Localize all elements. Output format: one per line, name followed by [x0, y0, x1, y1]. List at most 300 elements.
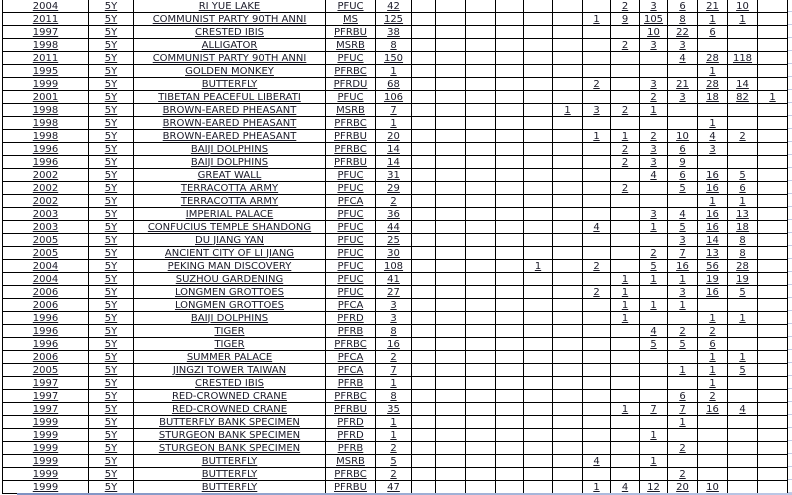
cell-c13[interactable]: [758, 65, 788, 78]
cell-c10[interactable]: 6: [668, 143, 698, 156]
cell-c11[interactable]: 2: [698, 390, 728, 403]
cell-c12[interactable]: [728, 338, 758, 351]
cell-year[interactable]: 1998: [3, 117, 89, 130]
cell-c3[interactable]: [466, 182, 496, 195]
cell-c6[interactable]: [553, 156, 583, 169]
cell-c11[interactable]: [698, 299, 728, 312]
cell-c2[interactable]: [436, 351, 466, 364]
cell-term[interactable]: 5Y: [89, 117, 134, 130]
cell-code[interactable]: PFCA: [326, 364, 376, 377]
cell-c3[interactable]: [466, 13, 496, 26]
cell-total[interactable]: 41: [376, 273, 412, 286]
cell-term[interactable]: 5Y: [89, 104, 134, 117]
cell-code[interactable]: PFRBU: [326, 156, 376, 169]
cell-c5[interactable]: [524, 273, 553, 286]
cell-c10[interactable]: [668, 117, 698, 130]
cell-total[interactable]: 29: [376, 182, 412, 195]
cell-c8[interactable]: [611, 351, 640, 364]
cell-c3[interactable]: [466, 351, 496, 364]
cell-c5[interactable]: [524, 52, 553, 65]
cell-c8[interactable]: 2: [611, 143, 640, 156]
cell-c9[interactable]: 3: [640, 208, 668, 221]
cell-c2[interactable]: [436, 130, 466, 143]
cell-c10[interactable]: 10: [668, 130, 698, 143]
cell-c1[interactable]: [412, 260, 436, 273]
cell-c9[interactable]: 1: [640, 221, 668, 234]
cell-c3[interactable]: [466, 91, 496, 104]
cell-c9[interactable]: [640, 286, 668, 299]
cell-c6[interactable]: [553, 325, 583, 338]
cell-c7[interactable]: [583, 247, 611, 260]
cell-c9[interactable]: [640, 364, 668, 377]
cell-c6[interactable]: [553, 442, 583, 455]
cell-c7[interactable]: 1: [583, 130, 611, 143]
cell-c7[interactable]: [583, 91, 611, 104]
cell-c12[interactable]: 5: [728, 169, 758, 182]
cell-c9[interactable]: 10: [640, 26, 668, 39]
cell-c5[interactable]: [524, 65, 553, 78]
cell-c10[interactable]: 6: [668, 169, 698, 182]
cell-name[interactable]: ANCIENT CITY OF LI JIANG: [134, 247, 326, 260]
cell-c12[interactable]: [728, 104, 758, 117]
cell-c1[interactable]: [412, 273, 436, 286]
cell-c2[interactable]: [436, 39, 466, 52]
cell-c2[interactable]: [436, 403, 466, 416]
cell-code[interactable]: MSRB: [326, 104, 376, 117]
cell-c8[interactable]: [611, 234, 640, 247]
cell-c13[interactable]: [758, 416, 788, 429]
cell-c8[interactable]: 1: [611, 130, 640, 143]
cell-year[interactable]: 1997: [3, 403, 89, 416]
cell-c11[interactable]: [698, 416, 728, 429]
cell-term[interactable]: 5Y: [89, 481, 134, 494]
cell-c8[interactable]: 2: [611, 104, 640, 117]
cell-c3[interactable]: [466, 117, 496, 130]
cell-name[interactable]: TERRACOTTA ARMY: [134, 195, 326, 208]
cell-name[interactable]: PEKING MAN DISCOVERY: [134, 260, 326, 273]
cell-c5[interactable]: [524, 221, 553, 234]
cell-c6[interactable]: 1: [553, 104, 583, 117]
cell-c2[interactable]: [436, 429, 466, 442]
cell-c3[interactable]: [466, 208, 496, 221]
cell-c10[interactable]: 7: [668, 403, 698, 416]
cell-c8[interactable]: [611, 117, 640, 130]
cell-c11[interactable]: 1: [698, 13, 728, 26]
cell-c6[interactable]: [553, 130, 583, 143]
cell-name[interactable]: BUTTERFLY: [134, 481, 326, 494]
cell-total[interactable]: 27: [376, 286, 412, 299]
cell-total[interactable]: 2: [376, 468, 412, 481]
cell-c3[interactable]: [466, 455, 496, 468]
cell-c4[interactable]: [496, 221, 524, 234]
cell-code[interactable]: PFUC: [326, 286, 376, 299]
cell-c7[interactable]: [583, 169, 611, 182]
cell-c5[interactable]: [524, 143, 553, 156]
cell-c10[interactable]: 4: [668, 52, 698, 65]
cell-c3[interactable]: [466, 78, 496, 91]
cell-name[interactable]: ALLIGATOR: [134, 39, 326, 52]
cell-name[interactable]: BUTTERFLY: [134, 78, 326, 91]
cell-c11[interactable]: 28: [698, 52, 728, 65]
cell-c4[interactable]: [496, 325, 524, 338]
cell-name[interactable]: GOLDEN MONKEY: [134, 65, 326, 78]
cell-c9[interactable]: 105: [640, 13, 668, 26]
cell-c11[interactable]: 1: [698, 377, 728, 390]
cell-c7[interactable]: [583, 403, 611, 416]
cell-total[interactable]: 3: [376, 312, 412, 325]
cell-c10[interactable]: [668, 455, 698, 468]
cell-c5[interactable]: [524, 195, 553, 208]
cell-term[interactable]: 5Y: [89, 325, 134, 338]
cell-c7[interactable]: [583, 312, 611, 325]
cell-c12[interactable]: 2: [728, 130, 758, 143]
cell-year[interactable]: 1999: [3, 78, 89, 91]
cell-c5[interactable]: [524, 130, 553, 143]
cell-name[interactable]: BAIJI DOLPHINS: [134, 312, 326, 325]
cell-c4[interactable]: [496, 91, 524, 104]
cell-name[interactable]: BROWN-EARED PHEASANT: [134, 130, 326, 143]
cell-c8[interactable]: [611, 377, 640, 390]
cell-c10[interactable]: 1: [668, 364, 698, 377]
cell-c8[interactable]: [611, 221, 640, 234]
cell-c4[interactable]: [496, 338, 524, 351]
cell-year[interactable]: 2006: [3, 299, 89, 312]
cell-c13[interactable]: [758, 39, 788, 52]
cell-c5[interactable]: [524, 468, 553, 481]
cell-term[interactable]: 5Y: [89, 312, 134, 325]
cell-c11[interactable]: 3: [698, 143, 728, 156]
cell-c3[interactable]: [466, 143, 496, 156]
cell-c4[interactable]: [496, 52, 524, 65]
cell-term[interactable]: 5Y: [89, 221, 134, 234]
cell-total[interactable]: 1: [376, 65, 412, 78]
cell-code[interactable]: PFCA: [326, 195, 376, 208]
cell-term[interactable]: 5Y: [89, 156, 134, 169]
cell-c7[interactable]: [583, 143, 611, 156]
cell-c12[interactable]: [728, 468, 758, 481]
cell-term[interactable]: 5Y: [89, 39, 134, 52]
cell-c13[interactable]: [758, 325, 788, 338]
cell-c13[interactable]: [758, 182, 788, 195]
cell-name[interactable]: BROWN-EARED PHEASANT: [134, 104, 326, 117]
cell-c5[interactable]: [524, 325, 553, 338]
cell-c2[interactable]: [436, 78, 466, 91]
cell-c6[interactable]: [553, 286, 583, 299]
cell-total[interactable]: 2: [376, 195, 412, 208]
cell-c1[interactable]: [412, 403, 436, 416]
cell-c6[interactable]: [553, 78, 583, 91]
cell-c5[interactable]: [524, 104, 553, 117]
cell-c8[interactable]: [611, 442, 640, 455]
cell-c9[interactable]: [640, 468, 668, 481]
cell-c13[interactable]: [758, 377, 788, 390]
cell-c6[interactable]: [553, 312, 583, 325]
cell-c6[interactable]: [553, 377, 583, 390]
cell-total[interactable]: 35: [376, 403, 412, 416]
cell-c9[interactable]: 3: [640, 0, 668, 13]
cell-name[interactable]: CRESTED IBIS: [134, 377, 326, 390]
cell-c3[interactable]: [466, 169, 496, 182]
cell-c8[interactable]: [611, 468, 640, 481]
cell-c6[interactable]: [553, 273, 583, 286]
cell-term[interactable]: 5Y: [89, 143, 134, 156]
cell-term[interactable]: 5Y: [89, 0, 134, 13]
cell-c2[interactable]: [436, 195, 466, 208]
cell-c6[interactable]: [553, 143, 583, 156]
cell-c4[interactable]: [496, 39, 524, 52]
cell-c1[interactable]: [412, 312, 436, 325]
cell-c6[interactable]: [553, 247, 583, 260]
cell-c12[interactable]: 8: [728, 247, 758, 260]
cell-term[interactable]: 5Y: [89, 78, 134, 91]
cell-c3[interactable]: [466, 468, 496, 481]
cell-c8[interactable]: [611, 325, 640, 338]
cell-c9[interactable]: [640, 234, 668, 247]
cell-code[interactable]: PFUC: [326, 234, 376, 247]
cell-c3[interactable]: [466, 52, 496, 65]
cell-c9[interactable]: 1: [640, 455, 668, 468]
cell-c13[interactable]: [758, 208, 788, 221]
cell-c11[interactable]: 13: [698, 247, 728, 260]
cell-c4[interactable]: [496, 390, 524, 403]
cell-term[interactable]: 5Y: [89, 338, 134, 351]
cell-c11[interactable]: 6: [698, 26, 728, 39]
cell-c10[interactable]: [668, 429, 698, 442]
cell-code[interactable]: PFRBC: [326, 65, 376, 78]
cell-year[interactable]: 2004: [3, 260, 89, 273]
cell-c8[interactable]: 1: [611, 299, 640, 312]
cell-c12[interactable]: 5: [728, 364, 758, 377]
cell-year[interactable]: 1999: [3, 455, 89, 468]
cell-year[interactable]: 1999: [3, 442, 89, 455]
cell-c1[interactable]: [412, 13, 436, 26]
cell-term[interactable]: 5Y: [89, 455, 134, 468]
cell-total[interactable]: 106: [376, 91, 412, 104]
cell-c11[interactable]: 1: [698, 351, 728, 364]
cell-term[interactable]: 5Y: [89, 442, 134, 455]
cell-c3[interactable]: [466, 403, 496, 416]
cell-c2[interactable]: [436, 0, 466, 13]
cell-c3[interactable]: [466, 260, 496, 273]
cell-c6[interactable]: [553, 195, 583, 208]
cell-c5[interactable]: [524, 13, 553, 26]
cell-c4[interactable]: [496, 130, 524, 143]
cell-c8[interactable]: [611, 169, 640, 182]
cell-c10[interactable]: 3: [668, 234, 698, 247]
cell-c6[interactable]: [553, 234, 583, 247]
cell-code[interactable]: PFRBU: [326, 403, 376, 416]
cell-total[interactable]: 8: [376, 390, 412, 403]
cell-c1[interactable]: [412, 117, 436, 130]
cell-year[interactable]: 1996: [3, 338, 89, 351]
cell-c1[interactable]: [412, 416, 436, 429]
cell-c13[interactable]: [758, 234, 788, 247]
cell-term[interactable]: 5Y: [89, 208, 134, 221]
cell-c7[interactable]: 2: [583, 286, 611, 299]
cell-c9[interactable]: [640, 312, 668, 325]
cell-c7[interactable]: [583, 442, 611, 455]
cell-c13[interactable]: [758, 195, 788, 208]
cell-c10[interactable]: 21: [668, 78, 698, 91]
cell-c6[interactable]: [553, 182, 583, 195]
cell-c4[interactable]: [496, 247, 524, 260]
cell-c10[interactable]: 1: [668, 273, 698, 286]
cell-c7[interactable]: [583, 156, 611, 169]
cell-c1[interactable]: [412, 286, 436, 299]
cell-c12[interactable]: [728, 416, 758, 429]
cell-total[interactable]: 3: [376, 299, 412, 312]
cell-c1[interactable]: [412, 52, 436, 65]
cell-c7[interactable]: [583, 351, 611, 364]
cell-c4[interactable]: [496, 299, 524, 312]
cell-c9[interactable]: 2: [640, 91, 668, 104]
cell-total[interactable]: 16: [376, 338, 412, 351]
cell-c11[interactable]: [698, 156, 728, 169]
cell-c8[interactable]: [611, 91, 640, 104]
cell-term[interactable]: 5Y: [89, 286, 134, 299]
cell-c3[interactable]: [466, 325, 496, 338]
cell-c3[interactable]: [466, 390, 496, 403]
cell-c11[interactable]: [698, 104, 728, 117]
cell-c9[interactable]: [640, 351, 668, 364]
cell-total[interactable]: 108: [376, 260, 412, 273]
cell-c7[interactable]: [583, 377, 611, 390]
cell-c4[interactable]: [496, 26, 524, 39]
cell-name[interactable]: CONFUCIUS TEMPLE SHANDONG: [134, 221, 326, 234]
cell-c11[interactable]: 1: [698, 65, 728, 78]
cell-c9[interactable]: 3: [640, 156, 668, 169]
cell-c1[interactable]: [412, 338, 436, 351]
cell-total[interactable]: 1: [376, 377, 412, 390]
cell-c8[interactable]: 1: [611, 403, 640, 416]
cell-c2[interactable]: [436, 221, 466, 234]
cell-year[interactable]: 2011: [3, 52, 89, 65]
cell-c5[interactable]: [524, 286, 553, 299]
cell-c7[interactable]: [583, 299, 611, 312]
cell-c1[interactable]: [412, 0, 436, 13]
cell-c12[interactable]: 10: [728, 0, 758, 13]
cell-c11[interactable]: 1: [698, 364, 728, 377]
cell-c3[interactable]: [466, 65, 496, 78]
cell-c12[interactable]: 1: [728, 351, 758, 364]
cell-year[interactable]: 2003: [3, 221, 89, 234]
cell-c13[interactable]: [758, 0, 788, 13]
cell-c4[interactable]: [496, 286, 524, 299]
cell-c10[interactable]: 3: [668, 91, 698, 104]
cell-c9[interactable]: 2: [640, 130, 668, 143]
cell-c7[interactable]: [583, 117, 611, 130]
cell-c5[interactable]: [524, 91, 553, 104]
cell-total[interactable]: 36: [376, 208, 412, 221]
cell-c9[interactable]: 4: [640, 169, 668, 182]
cell-year[interactable]: 2006: [3, 286, 89, 299]
cell-c13[interactable]: [758, 78, 788, 91]
cell-c13[interactable]: [758, 260, 788, 273]
cell-c4[interactable]: [496, 234, 524, 247]
cell-total[interactable]: 5: [376, 455, 412, 468]
cell-c12[interactable]: [728, 117, 758, 130]
cell-c2[interactable]: [436, 182, 466, 195]
cell-c9[interactable]: 3: [640, 39, 668, 52]
cell-c12[interactable]: 6: [728, 182, 758, 195]
cell-c4[interactable]: [496, 312, 524, 325]
cell-term[interactable]: 5Y: [89, 377, 134, 390]
cell-c12[interactable]: 13: [728, 208, 758, 221]
cell-c3[interactable]: [466, 247, 496, 260]
cell-c3[interactable]: [466, 416, 496, 429]
cell-code[interactable]: PFUC: [326, 260, 376, 273]
cell-c8[interactable]: 2: [611, 39, 640, 52]
cell-c9[interactable]: 1: [640, 299, 668, 312]
cell-c7[interactable]: [583, 364, 611, 377]
cell-c5[interactable]: [524, 78, 553, 91]
cell-c11[interactable]: 16: [698, 221, 728, 234]
cell-code[interactable]: MS: [326, 13, 376, 26]
cell-year[interactable]: 2004: [3, 273, 89, 286]
cell-code[interactable]: PFUC: [326, 91, 376, 104]
cell-c7[interactable]: [583, 39, 611, 52]
cell-c11[interactable]: 6: [698, 338, 728, 351]
cell-total[interactable]: 7: [376, 104, 412, 117]
cell-c8[interactable]: [611, 247, 640, 260]
cell-c1[interactable]: [412, 26, 436, 39]
cell-c2[interactable]: [436, 325, 466, 338]
cell-c10[interactable]: 22: [668, 26, 698, 39]
cell-total[interactable]: 20: [376, 130, 412, 143]
cell-c3[interactable]: [466, 286, 496, 299]
cell-c8[interactable]: [611, 390, 640, 403]
cell-c13[interactable]: [758, 351, 788, 364]
cell-code[interactable]: PFRD: [326, 312, 376, 325]
cell-term[interactable]: 5Y: [89, 403, 134, 416]
cell-c13[interactable]: [758, 104, 788, 117]
cell-c5[interactable]: [524, 364, 553, 377]
cell-name[interactable]: LONGMEN GROTTOES: [134, 286, 326, 299]
cell-year[interactable]: 1997: [3, 26, 89, 39]
cell-c7[interactable]: 4: [583, 221, 611, 234]
cell-c4[interactable]: [496, 195, 524, 208]
cell-c8[interactable]: [611, 364, 640, 377]
cell-c9[interactable]: [640, 377, 668, 390]
cell-term[interactable]: 5Y: [89, 52, 134, 65]
cell-c3[interactable]: [466, 104, 496, 117]
cell-c5[interactable]: [524, 455, 553, 468]
cell-c2[interactable]: [436, 156, 466, 169]
cell-c9[interactable]: 1: [640, 273, 668, 286]
cell-c10[interactable]: 16: [668, 260, 698, 273]
cell-c2[interactable]: [436, 312, 466, 325]
cell-year[interactable]: 2005: [3, 247, 89, 260]
cell-c2[interactable]: [436, 273, 466, 286]
cell-c10[interactable]: 6: [668, 0, 698, 13]
cell-c9[interactable]: 5: [640, 260, 668, 273]
cell-total[interactable]: 38: [376, 26, 412, 39]
cell-c12[interactable]: [728, 65, 758, 78]
cell-c13[interactable]: [758, 247, 788, 260]
cell-year[interactable]: 1996: [3, 143, 89, 156]
cell-c12[interactable]: 5: [728, 286, 758, 299]
cell-c11[interactable]: 56: [698, 260, 728, 273]
cell-c5[interactable]: [524, 208, 553, 221]
cell-c13[interactable]: [758, 169, 788, 182]
cell-year[interactable]: 2002: [3, 195, 89, 208]
cell-name[interactable]: RED-CROWNED CRANE: [134, 403, 326, 416]
cell-c5[interactable]: [524, 0, 553, 13]
cell-c6[interactable]: [553, 0, 583, 13]
cell-c11[interactable]: [698, 468, 728, 481]
cell-c6[interactable]: [553, 468, 583, 481]
cell-year[interactable]: 1996: [3, 156, 89, 169]
